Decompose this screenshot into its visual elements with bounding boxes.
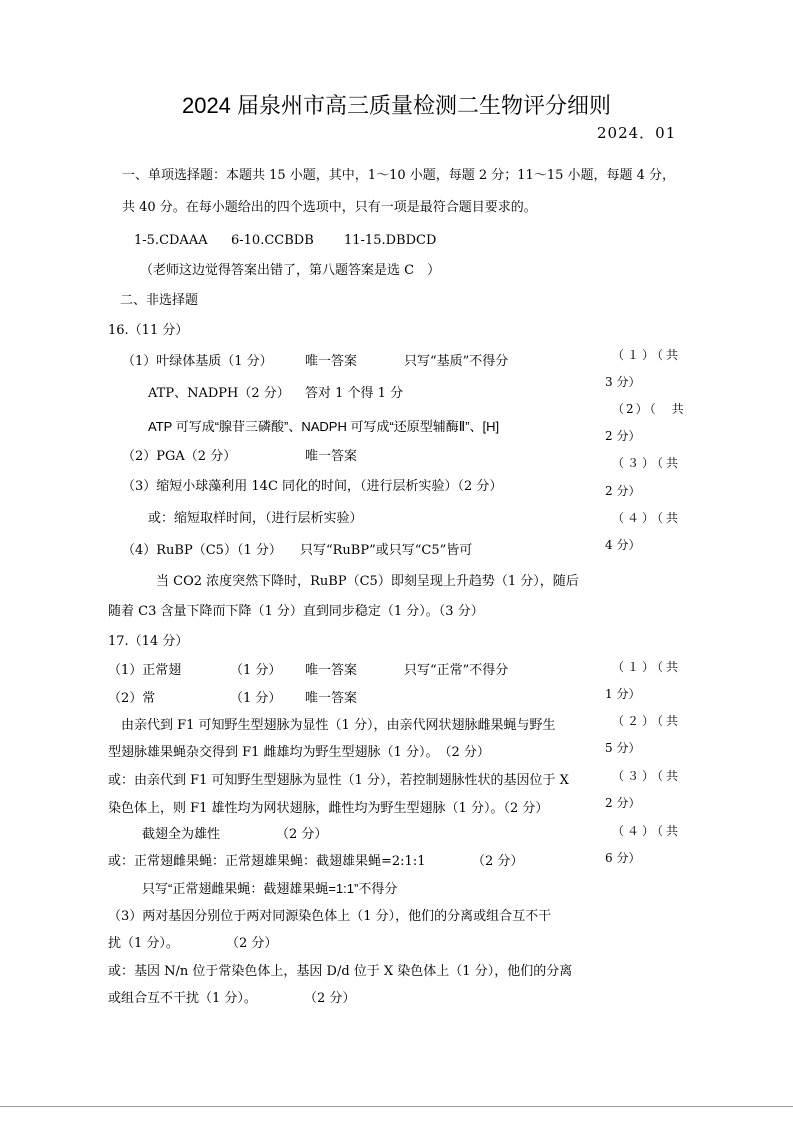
q17-sub1-answer: （1）正常翅 [108, 663, 182, 678]
q16-sub4-rule: 只写“RuBP”或只写“C5”皆可 [300, 543, 473, 558]
q17-sub3-score: （2 分） [226, 936, 278, 951]
q17-total-2-b: 5 分） [605, 741, 641, 755]
q17-answer-truncated-wing-score: （2 分） [276, 827, 328, 842]
q17-sub1-score: （1 分） [230, 663, 282, 678]
q17-sub1-unique: 唯一答案 [305, 663, 358, 678]
q17-explain-line2: 型翅脉雄果蝇杂交得到 F1 雌雄均为野生型翅脉（1 分）。 （2 分） [108, 745, 490, 760]
q16-total-2-a: （2）（ 共 [612, 402, 686, 416]
q17-header: 17.（14 分） [108, 634, 189, 649]
q17-total-4-b: 6 分） [605, 851, 641, 865]
q17-sub2-answer: （2）常 [108, 691, 156, 706]
q16-total-3-b: 2 分） [605, 484, 641, 498]
q16-total-3-a: （３）（共 [612, 456, 682, 470]
q17-total-1-a: （１）（共 [612, 660, 682, 674]
q16-sub4-explain-line1: 当 CO2 浓度突然下降时，RuBP（C5）即刻呈现上升趋势（1 分），随后 [156, 574, 579, 589]
q17-total-3-b: 2 分） [605, 796, 641, 810]
q17-explain-line3: 或：由亲代到 F1 可知野生型翅脉为显性（1 分），若控制翅脉性状的基因位于 X [108, 773, 569, 788]
q17-sub3-alt-line1: 或：基因 N/n 位于常染色体上，基因 D/d 位于 X 染色体上（1 分），他们的分离 [108, 964, 573, 979]
q17-explain-line4: 染色体上，则 F1 雄性均为网状翅脉，雌性均为野生型翅脉（1 分）。（2 分） [108, 801, 549, 816]
q16-total-4-b: 4 分） [605, 538, 641, 552]
q17-explain-line1: 由亲代到 F1 可知野生型翅脉为显性（1 分），由亲代网状翅脉雌果蝇与野生 [121, 718, 556, 733]
q17-total-3-a: （３）（共 [612, 769, 682, 783]
q17-sub2-score: （1 分） [230, 691, 282, 706]
q17-alt-ratio-score: （2 分） [472, 854, 524, 869]
q16-total-4-a: （４）（共 [612, 511, 682, 525]
q16-sub1-answer: （1）叶绿体基质（1 分） [122, 354, 273, 369]
teacher-note: （老师这边觉得答案出错了，第八题答案是选 C ） [140, 263, 441, 278]
part1-instruction-line2: 共 40 分。在每小题给出的四个选项中，只有一项是最符合题目要求的。 [122, 200, 537, 215]
document-date: 2024．01 [597, 124, 677, 142]
q17-sub3-alt-score: （2 分） [304, 991, 356, 1006]
q16-sub1c-note: ATP 可写成“腺苷三磷酸”、NADPH 可写成“还原型辅酶Ⅱ”、[H] [148, 419, 500, 434]
page-title: 2024 届泉州市高三质量检测二生物评分细则 [181, 93, 612, 118]
q16-sub2-answer: （2）PGA（2 分） [122, 449, 237, 464]
q17-alt-ratio: 或：正常翅雌果蝇：正常翅雄果蝇：截翅雄果蝇=2:1:1 [108, 854, 426, 869]
answer-group-2: 6-10.CCBDB [231, 233, 314, 248]
part1-instruction-line1: 一、单项选择题：本题共 15 小题，其中，1～10 小题，每题 2 分；11～15 小题，每题 4 分， [122, 168, 676, 183]
q16-total-1-a: （１）（共 [612, 348, 682, 362]
q16-sub3-answer: （3）缩短小球藻利用 14C 同化的时间，（进行层析实验）（2 分） [122, 479, 503, 494]
page-bottom-divider [0, 1106, 793, 1107]
q16-sub3-alt: 或：缩短取样时间，（进行层析实验） [148, 511, 363, 526]
q17-total-2-a: （２）（共 [612, 714, 682, 728]
q17-answer-truncated-wing: 截翅全为雄性 [142, 827, 221, 842]
q16-sub1-unique: 唯一答案 [305, 354, 358, 369]
q16-sub4-answer: （4）RuBP（C5）（1 分） [122, 543, 282, 558]
part2-heading: 二、非选择题 [120, 293, 199, 308]
q17-sub3-alt-line2: 或组合互不干扰（1 分）。 [108, 991, 257, 1006]
q17-sub1-rule: 只写“正常”不得分 [404, 663, 509, 678]
q16-total-2-b: 2 分） [605, 429, 641, 443]
q17-sub2-unique: 唯一答案 [305, 691, 358, 706]
q17-sub3-line1: （3）两对基因分别位于两对同源染色体上（1 分），他们的分离或组合互不干 [108, 909, 552, 924]
q17-total-4-a: （４）（共 [612, 824, 682, 838]
q17-sub3-line2: 扰（1 分）。 [108, 936, 179, 951]
q16-total-1-b: 3 分） [605, 375, 641, 389]
q16-header: 16.（11 分） [108, 323, 189, 338]
answer-group-1: 1-5.CDAAA [134, 233, 208, 248]
q17-ratio-rule: 只写“正常翅雌果蝇：截翅雄果蝇=1:1”不得分 [142, 881, 398, 896]
q16-sub4-explain-line2: 随着 C3 含量下降而下降（1 分）直到同步稳定（1 分）。（3 分） [108, 604, 484, 619]
answer-group-3: 11-15.DBDCD [344, 233, 437, 248]
q16-sub1b-answer: ATP、NADPH（2 分） [148, 386, 290, 401]
q16-sub2-unique: 唯一答案 [305, 449, 358, 464]
q16-sub1b-rule: 答对 1 个得 1 分 [305, 386, 404, 401]
q17-total-1-b: 1 分） [605, 687, 641, 701]
q16-sub1-rule: 只写“基质”不得分 [404, 354, 509, 369]
